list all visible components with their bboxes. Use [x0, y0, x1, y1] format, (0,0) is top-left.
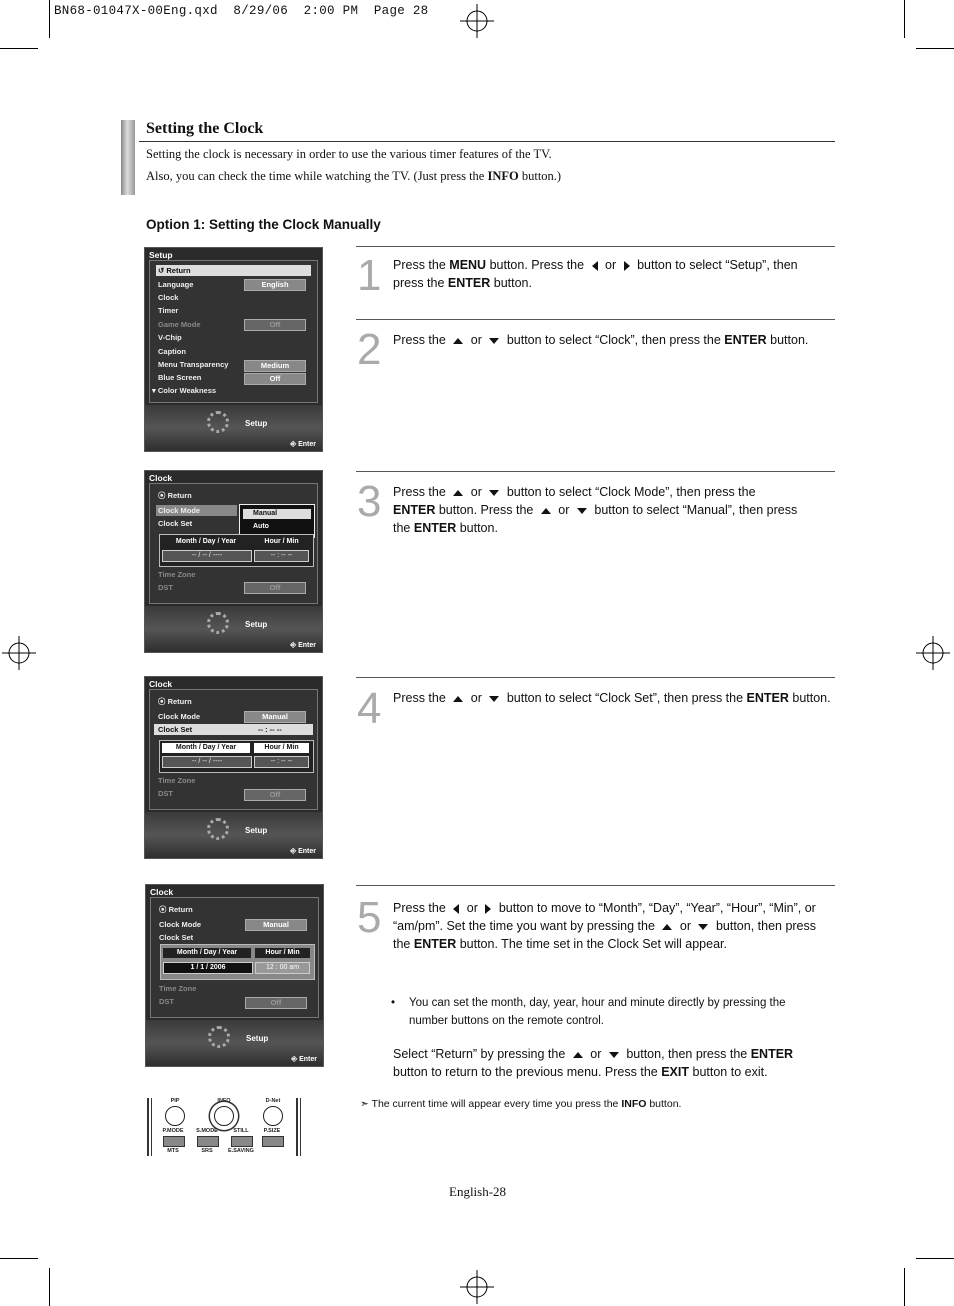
- tv-row-vchip: V-Chip: [158, 333, 182, 342]
- tv-footer-label: Setup: [245, 419, 268, 428]
- crop-mark: [49, 1268, 50, 1306]
- up-arrow-icon: [453, 696, 463, 702]
- tv-row-caption: Caption: [158, 347, 186, 356]
- tv-row-clock-mode: Clock Mode: [158, 712, 201, 721]
- tv-footer: [146, 1020, 323, 1066]
- tv-footer-label: Setup: [245, 826, 268, 835]
- tv-menu-panel: [150, 897, 319, 1018]
- tv-datetime-box: [159, 534, 314, 567]
- tv-screen-clock-mode: [144, 470, 323, 653]
- step-5-text: Press the or button to move to “Month”, “Day”, “Year”, “Hour”, “Min”, or “am/pm”. Set the time you want by pressing the or button, then press the ENTER button. The time set in the Clock Set will appear.: [393, 901, 817, 951]
- step-divider: [356, 471, 835, 472]
- crop-mark: [916, 48, 954, 49]
- option-title: Option 1: Setting the Clock Manually: [146, 217, 381, 232]
- step-number: 4: [357, 684, 382, 733]
- remote-edge: [151, 1098, 152, 1156]
- tv-footer-label: Setup: [246, 1034, 269, 1043]
- tv-date-header: Month / Day / Year: [162, 537, 250, 547]
- tv-row-time-zone: Time Zone: [159, 984, 197, 993]
- tv-row-clock-mode: Clock Mode: [158, 506, 201, 515]
- tv-footer: [145, 606, 322, 652]
- remote-edge: [296, 1098, 298, 1156]
- tv-row-game-mode: Game Mode: [158, 320, 201, 329]
- right-arrow-icon: [485, 904, 491, 914]
- return-note: Select “Return” by pressing the or button, then press the ENTER button to return to the previous menu. Press the EXIT button to exit.: [393, 1047, 794, 1079]
- tv-time-header: Hour / Min: [254, 537, 309, 547]
- remote-edge: [147, 1098, 149, 1156]
- down-arrow-icon: [489, 338, 499, 344]
- gear-icon: [207, 411, 229, 433]
- smode-button: [197, 1136, 219, 1147]
- tv-row-return: ⦿ Return: [158, 491, 192, 500]
- tv-row-clock-set: Clock Set: [158, 725, 193, 734]
- up-arrow-icon: [453, 338, 463, 344]
- tv-option-auto: Auto: [253, 523, 269, 530]
- page-number: English-28: [449, 1184, 507, 1199]
- tv-enter-hint: ⎆ Enter: [290, 848, 316, 855]
- down-arrow-icon: [489, 490, 499, 496]
- tv-footer-label: Setup: [245, 620, 268, 629]
- tv-row-dst: DST: [158, 583, 173, 592]
- crop-mark: [0, 48, 38, 49]
- tv-time-header: Hour / Min: [254, 743, 309, 753]
- up-arrow-icon: [453, 490, 463, 496]
- remote-label-pip: PIP: [170, 1098, 180, 1104]
- tip-arrow-icon: ➣: [360, 1098, 369, 1110]
- tv-enter-hint: ⎆ Enter: [290, 642, 316, 649]
- crop-mark: [916, 1258, 954, 1259]
- intro-line-2: Also, you can check the time while watching the TV. (Just press the INFO button.): [146, 169, 562, 183]
- tv-value-dst: Off: [245, 997, 307, 1009]
- intro-line-1: Setting the clock is necessary in order to use the various timer features of the TV.: [146, 147, 552, 161]
- remote-label-srs: SRS: [201, 1148, 213, 1154]
- info-tip: ➣ The current time will appear every time you press the INFO button.: [360, 1098, 682, 1110]
- remote-label-mts: MTS: [167, 1148, 179, 1154]
- tv-value-clock-mode: Manual: [245, 919, 307, 931]
- gear-icon: [207, 818, 229, 840]
- tv-row-dst: DST: [159, 997, 174, 1006]
- remote-label-pmode: P.MODE: [162, 1128, 184, 1134]
- tv-clock-set-value: -- : -- --: [258, 725, 282, 734]
- dnet-button: [263, 1106, 283, 1126]
- registration-mark-icon: [2, 636, 36, 670]
- tv-enter-hint: ⎆ Enter: [290, 441, 316, 448]
- tv-screen-setup: [144, 247, 323, 452]
- tv-date-value: 1 / 1 / 2006: [163, 962, 253, 974]
- gear-icon: [207, 612, 229, 634]
- step-number: 2: [357, 325, 382, 374]
- gear-icon: [208, 1026, 230, 1048]
- down-arrow-icon: [489, 696, 499, 702]
- remote-edge: [300, 1098, 301, 1156]
- tv-header: Clock: [149, 679, 173, 689]
- tv-footer: [145, 812, 322, 858]
- registration-mark-icon: [460, 1270, 494, 1304]
- up-arrow-icon: [662, 924, 672, 930]
- print-header: BN68-01047X-00Eng.qxd 8/29/06 2:00 PM Page 28: [54, 4, 429, 18]
- tv-row-time-zone: Time Zone: [158, 570, 196, 579]
- tv-footer: [145, 405, 322, 451]
- remote-label-psize: P.SIZE: [263, 1128, 281, 1134]
- left-arrow-icon: [453, 904, 459, 914]
- remote-label-esaving: E.SAVING: [228, 1148, 254, 1154]
- tv-value-menu-transparency: Medium: [244, 360, 306, 372]
- tv-option-manual: Manual: [243, 509, 311, 519]
- step-1-text: Press the MENU button. Press the or button to select “Setup”, then press the ENTER button.: [393, 258, 798, 290]
- tv-time-value: 12 : 00 am: [255, 962, 310, 974]
- tv-value-dst: Off: [244, 789, 306, 801]
- remote-label-smode: S.MODE: [196, 1128, 218, 1134]
- step-2-text: Press the or button to select “Clock”, then press the ENTER button.: [393, 333, 809, 347]
- tv-date-header: Month / Day / Year: [162, 743, 250, 753]
- tv-datetime-box: [159, 740, 314, 773]
- step-divider: [356, 677, 835, 678]
- tv-menu-panel: [149, 483, 318, 604]
- step-divider: [356, 246, 835, 247]
- tv-row-blue-screen: Blue Screen: [158, 373, 202, 382]
- crop-mark: [49, 0, 50, 38]
- left-arrow-icon: [592, 261, 598, 271]
- step-divider: [356, 319, 835, 320]
- tv-row-menu-transparency: Menu Transparency: [158, 360, 229, 369]
- tv-row-clock-set: Clock Set: [158, 519, 193, 528]
- down-arrow-icon: [698, 924, 708, 930]
- tv-value-game-mode: Off: [244, 319, 306, 331]
- tv-row-return: ↺ Return: [158, 266, 191, 275]
- step-number: 1: [357, 251, 382, 300]
- crop-mark: [904, 0, 905, 38]
- up-arrow-icon: [573, 1052, 583, 1058]
- pip-button: [165, 1106, 185, 1126]
- tv-row-dst: DST: [158, 789, 173, 798]
- tv-value-dst: Off: [244, 582, 306, 594]
- tv-date-value: -- / -- / ----: [162, 550, 252, 562]
- tv-menu-panel: [149, 260, 318, 403]
- tv-value-clock-mode: Manual: [244, 711, 306, 723]
- tv-screen-clock-set: [144, 676, 323, 859]
- step-number: 5: [357, 893, 382, 942]
- tv-time-value: -- : -- --: [254, 756, 309, 768]
- tv-date-header: Month / Day / Year: [163, 948, 251, 958]
- remote-label-info: INFO: [217, 1098, 231, 1104]
- down-arrow-icon: [577, 508, 587, 514]
- tv-header: Clock: [150, 887, 174, 897]
- tv-date-value: -- / -- / ----: [162, 756, 252, 768]
- registration-mark-icon: [916, 636, 950, 670]
- right-arrow-icon: [624, 261, 630, 271]
- registration-mark-icon: [460, 4, 494, 38]
- up-arrow-icon: [541, 508, 551, 514]
- tv-row-clock-mode: Clock Mode: [159, 920, 202, 929]
- tv-clock-mode-popup: [239, 504, 315, 538]
- tv-row-clock: Clock: [158, 293, 179, 302]
- tv-screen-clock-values: [145, 884, 324, 1067]
- step-divider: [356, 885, 835, 886]
- tv-time-header: Hour / Min: [255, 948, 310, 958]
- tv-enter-hint: ⎆ Enter: [291, 1056, 317, 1063]
- psize-button: [262, 1136, 284, 1147]
- bullet-note: • You can set the month, day, year, hour and minute directly by pressing the number buttons on the remote control.: [391, 997, 786, 1027]
- title-divider: [139, 141, 835, 142]
- tv-datetime-box: [160, 944, 315, 980]
- section-title: Setting the Clock: [146, 120, 264, 137]
- tv-row-language: Language: [158, 280, 194, 289]
- remote-label-still: STILL: [233, 1128, 249, 1134]
- tv-row-return: ⦿ Return: [159, 905, 193, 914]
- section-side-bar: [121, 120, 135, 195]
- tv-menu-panel: [149, 689, 318, 810]
- crop-mark: [0, 1258, 38, 1259]
- still-button: [231, 1136, 253, 1147]
- tv-header: Clock: [149, 473, 173, 483]
- tv-value-blue-screen: Off: [244, 373, 306, 385]
- info-button: [214, 1106, 234, 1126]
- tv-header: Setup: [149, 250, 173, 260]
- tv-time-value: -- : -- --: [254, 550, 309, 562]
- remote-label-dnet: D-Net: [265, 1098, 281, 1104]
- crop-mark: [904, 1268, 905, 1306]
- remote-control-illustration: [145, 1098, 301, 1156]
- tv-row-time-zone: Time Zone: [158, 776, 196, 785]
- tv-value-language: English: [244, 279, 306, 291]
- down-arrow-icon: [609, 1052, 619, 1058]
- step-3-text: Press the or button to select “Clock Mode”, then press the ENTER button. Press the or button to select “Manual”, then press the ENTER button.: [393, 485, 798, 535]
- tv-row-color-weakness: ▾ Color Weakness: [152, 386, 217, 395]
- tv-row-return: ⦿ Return: [158, 697, 192, 706]
- pmode-button: [163, 1136, 185, 1147]
- step-number: 3: [357, 477, 382, 526]
- tv-row-timer: Timer: [158, 306, 179, 315]
- tv-row-clock-set: Clock Set: [159, 933, 194, 942]
- step-4-text: Press the or button to select “Clock Set”, then press the ENTER button.: [393, 691, 831, 705]
